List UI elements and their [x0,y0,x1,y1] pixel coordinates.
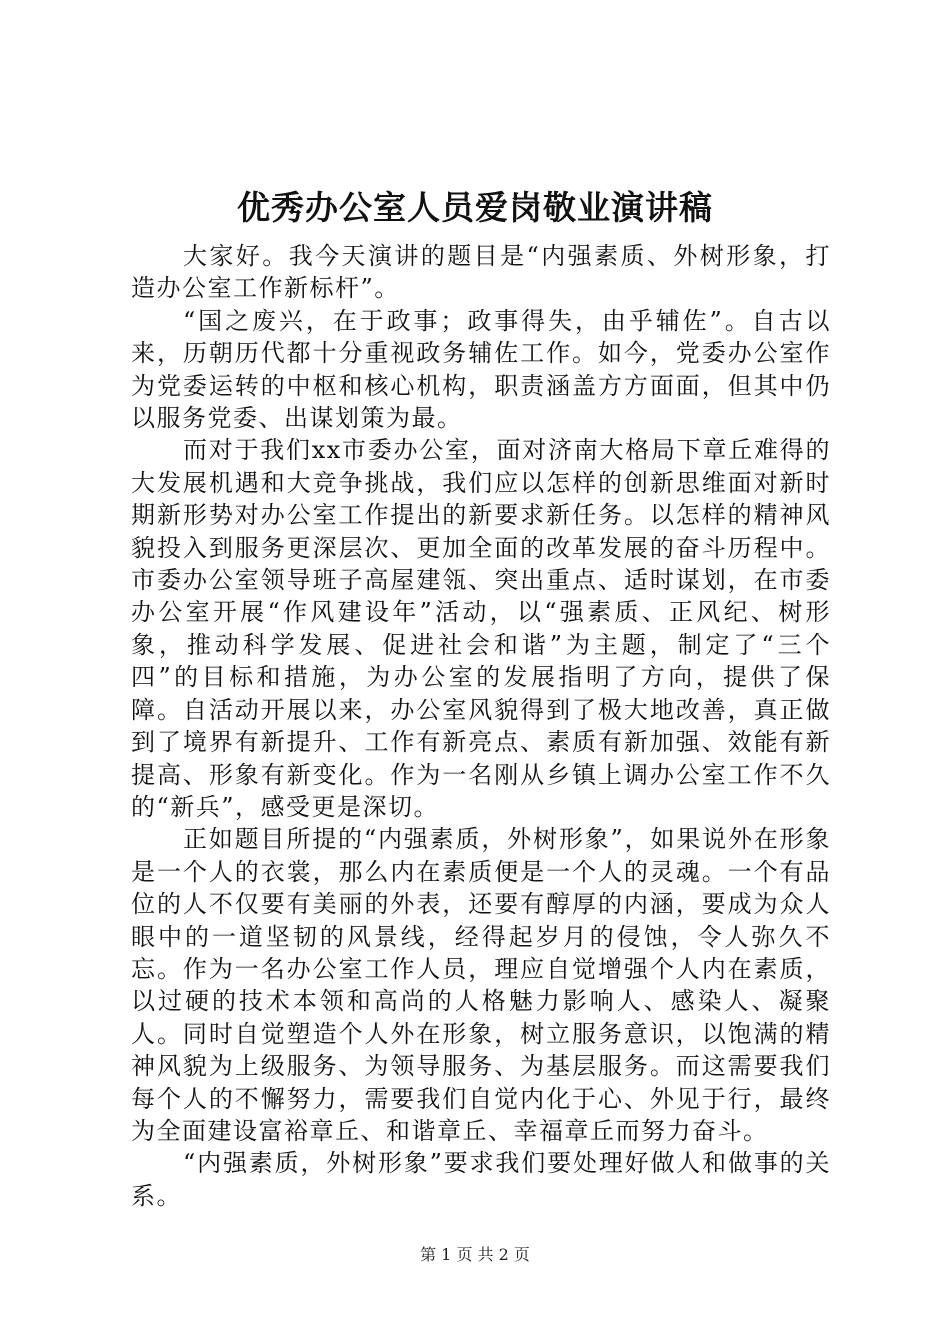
page-footer: 第 1 页 共 2 页 [420,1245,530,1264]
paragraph: 大家好。我今天演讲的题目是“内强素质、外树形象，打造办公室工作新标杆”。 [131,242,831,303]
paragraph: 而对于我们xx市委办公室，面对济南大格局下章丘难得的大发展机遇和大竞争挑战，我们应以怎样的创新思维面对新时期新形势对办公室工作提出的新要求新任务。以怎样的精神风貌投入到服务更深层次、更加全面的改革发展的奋斗历程中。市委办公室领导班子高屋建瓴、突出重点、适时谋划，在市委办公室开展“作风建设年”活动，以“强素质、正风纪、树形象，推动科学发展、促进社会和谐”为主题，制定了“三个四”的目标和措施，为办公室的发展指明了方向，提供了保障。自活动开展以来，办公室风貌得到了极大地改善，真正做到了境界有新提升、工作有新亮点、素质有新加强、效能有新提高、形象有新变化。作为一名刚从乡镇上调办公室工作不久的“新兵”，感受更是深切。 [131,436,831,821]
document-title: 优秀办公室人员爱岗敬业演讲稿 [237,188,713,227]
paragraph: 正如题目所提的“内强素质，外树形象”，如果说外在形象是一个人的衣裳，那么内在素质便是一个人的灵魂。一个有品位的人不仅要有美丽的外表，还要有醇厚的内涵，要成为众人眼中的一道坚韧的风景线，经得起岁月的侵蚀，令人弥久不忘。作为一名办公室工作人员，理应自觉增强个人内在素质，以过硬的技术本领和高尚的人格魅力影响人、感染人、凝聚人。同时自觉塑造个人外在形象，树立服务意识，以饱满的精神风貌为上级服务、为领导服务、为基层服务。而这需要我们每个人的不懈努力，需要我们自觉内化于心、外见于行，最终为全面建设富裕章丘、和谐章丘、幸福章丘而努力奋斗。 [131,825,831,1145]
paragraph: “内强素质，外树形象”要求我们要处理好做人和做事的关系。 [131,1149,831,1210]
paragraph: “国之废兴，在于政事；政事得失，由乎辅佐”。自古以来，历朝历代都十分重视政务辅佐工作。如今，党委办公室作为党委运转的中枢和核心机构，职责涵盖方方面面，但其中仍以服务党委、出谋划策为最。 [131,306,831,433]
document-body [131,240,831,1212]
